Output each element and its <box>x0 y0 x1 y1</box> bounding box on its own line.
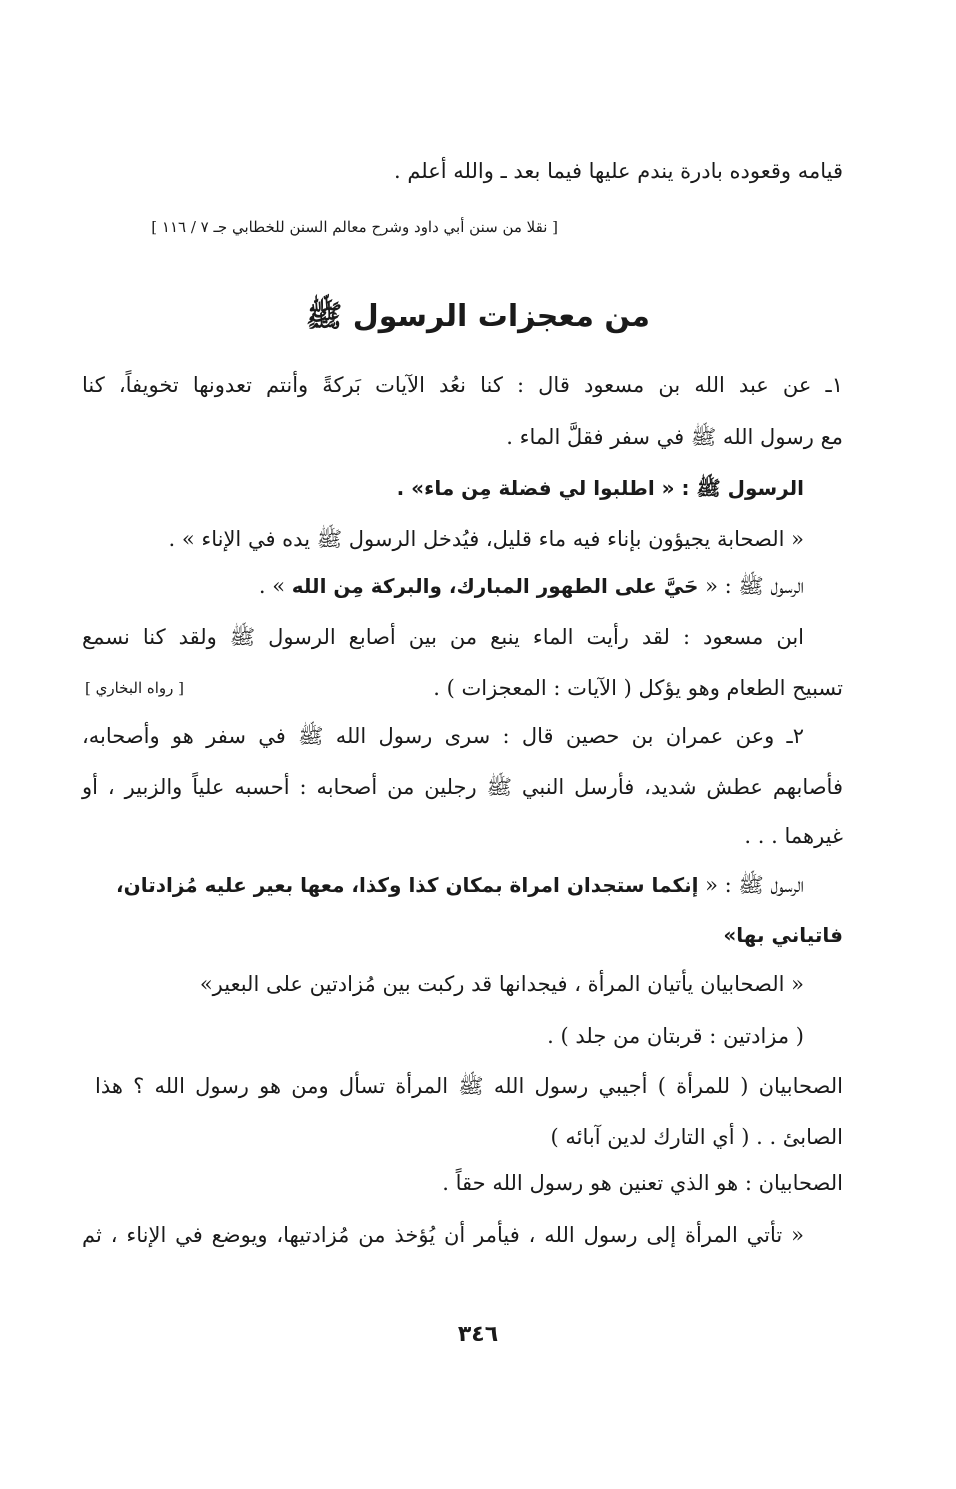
text-line: مع رسول الله ﷺ في سفر فقلَّ الماء . <box>506 425 843 449</box>
quote-line: الرسول ﷺ : « اطلبوا لي فضلة مِن ماء» . <box>396 476 804 500</box>
citation: [ نقلا من سنن أبي داود وشرح معالم السنن للخطابي جـ ٧ / ١١٦ ] <box>151 218 558 236</box>
text-line: الصحابيان ( للمرأة ) أجيبي رسول الله ﷺ المرأة تسأل ومن هو رسول الله ؟ هذا <box>95 1074 843 1098</box>
text-line: فأصابهم عطش شديد، فأرسل النبي ﷺ رجلين من أصحابه : أحسبه علياً والزبير ، أو <box>82 775 843 799</box>
text-line: غيرهما . . . <box>744 824 843 848</box>
source-citation: [ رواه البخاري ] <box>85 679 185 697</box>
quote-suffix: » . <box>258 574 292 598</box>
quote-bold: إنكما ستجدان امراة بمكان كذا وكذا، معها بعير عليه مُزادتان، <box>116 873 699 897</box>
text-line: الصابئ . . ( أي التارك لدين آبائه ) <box>550 1125 843 1149</box>
text-line: « الصحابيان يأتيان المرأة ، فيجدانها قد ركبت بين مُزادتين على البعير» <box>199 972 804 996</box>
text-line: ابن مسعود : لقد رأيت الماء ينبع من بين أصابع الرسول ﷺ ولقد كنا نسمع <box>82 625 804 649</box>
page-number: ٣٤٦ <box>457 1322 499 1347</box>
quote-line <box>82 870 804 900</box>
quote-bold: حَيَّ على الطهور المبارك، والبركة مِن الله <box>291 574 699 598</box>
text-line: ( مزادتين : قربتان من جلد ) . <box>547 1024 804 1048</box>
text-line: قيامه وقعوده بادرة يندم عليها فيما بعد ـ والله أعلم . <box>393 159 843 183</box>
text-line: تسبيح الطعام وهو يؤكل ( الآيات : المعجزات ) . <box>433 676 843 700</box>
section-heading: من معجزات الرسول ﷺ <box>306 299 650 334</box>
text-line: ١ـ عن عبد الله بن مسعود قال : كنا نعُد الآيات بَركةً وأنتم تعدونها تخويفاً، كنا <box>82 373 843 397</box>
text-line: « الصحابة يجيؤون بإناء فيه ماء قليل، فيُدخل الرسول ﷺ يده في الإناء » . <box>168 527 804 551</box>
text-line: الصحابيان : هو الذي تعنين هو رسول الله حقاً . <box>442 1171 843 1195</box>
text-line: « تأتي المرأة إلى رسول الله ، فيأمر أن يُؤخذ من مُزادتيها، ويوضع في الإناء ، ثم <box>82 1223 804 1247</box>
quote-prefix: الرسول ﷺ : « <box>698 574 804 598</box>
quote-line <box>259 571 804 601</box>
text-line: ٢ـ وعن عمران بن حصين قال : سرى رسول الله ﷺ في سفر هو وأصحابه، <box>82 724 804 748</box>
quote-line: فاتياني بها» <box>723 923 843 947</box>
text-line-with-source <box>85 673 843 703</box>
quote-prefix: الرسول ﷺ : « <box>698 873 804 897</box>
